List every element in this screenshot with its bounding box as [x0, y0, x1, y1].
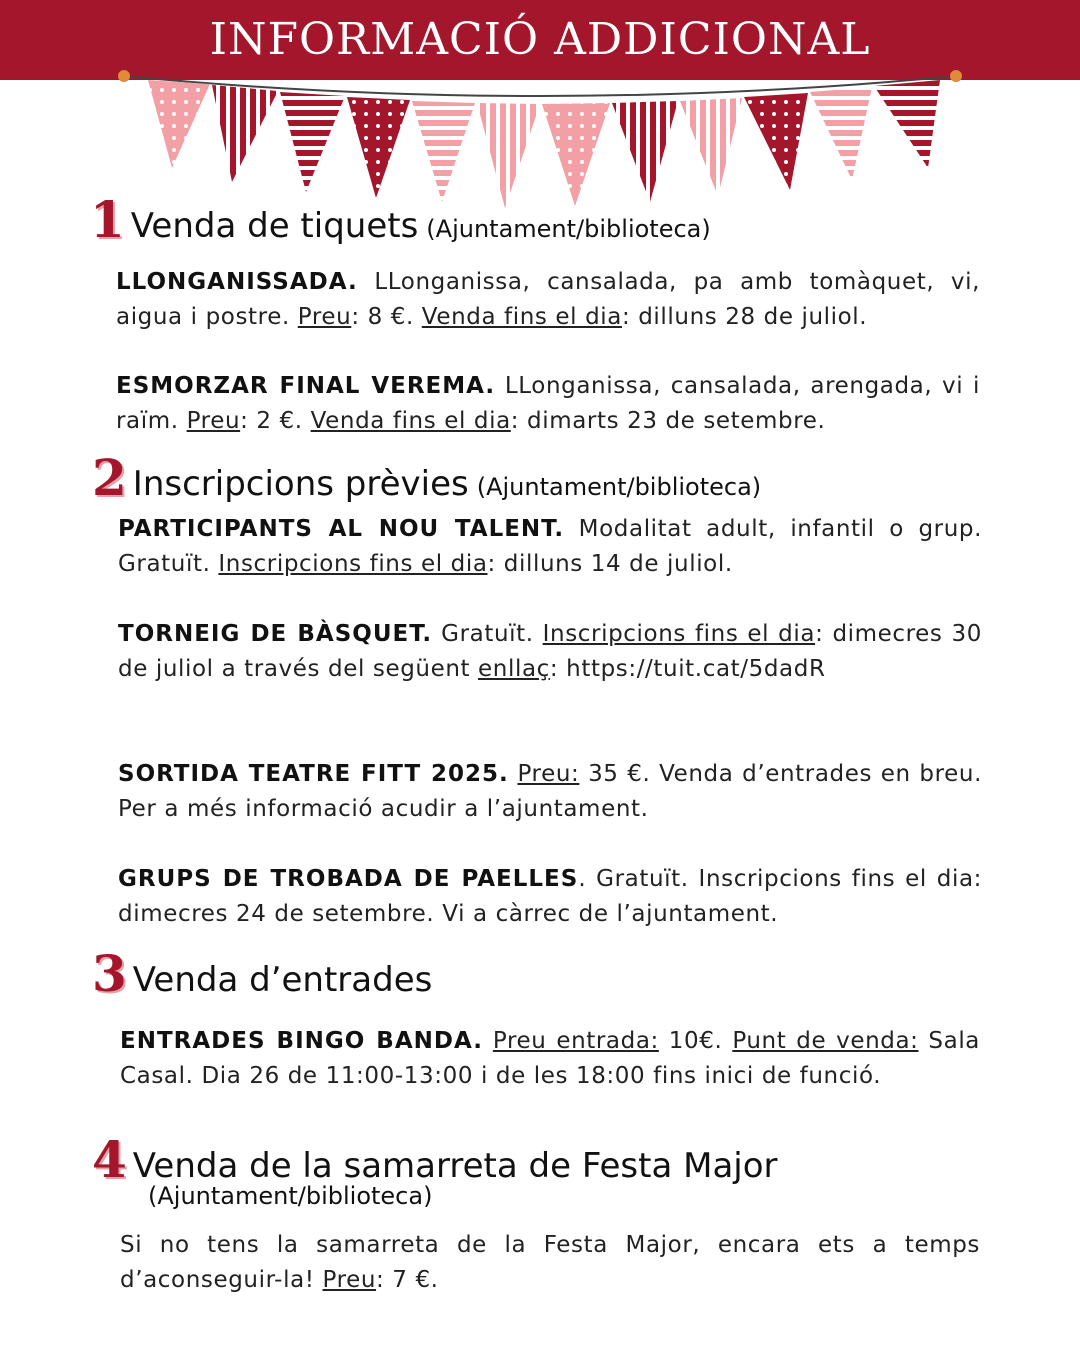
section-subtitle: (Ajuntament/biblioteca)	[476, 473, 762, 501]
section-4-heading	[92, 1130, 778, 1189]
section-number: 2	[92, 448, 127, 507]
bunting-decoration	[0, 60, 1080, 210]
section-1-heading	[90, 190, 711, 249]
section-title: Venda de la samarreta de Festa Major	[132, 1146, 778, 1186]
item-sortida-teatre	[118, 757, 982, 827]
deadline-label: Inscripcions fins el dia	[542, 621, 816, 647]
deadline-label: Venda fins el dia	[421, 304, 622, 330]
price-value: : 7 €.	[376, 1267, 439, 1293]
section-subtitle: (Ajuntament/biblioteca)	[426, 215, 711, 243]
section-title: Inscripcions prèvies	[132, 464, 469, 504]
item-name: SORTIDA TEATRE FITT 2025.	[118, 761, 509, 787]
item-nou-talent	[118, 512, 982, 582]
deadline-label: Inscripcions fins el dia	[218, 551, 488, 577]
item-llonganissada	[116, 265, 980, 335]
place-label: Punt de venda:	[732, 1028, 919, 1054]
deadline-value: : dimarts 23 de setembre.	[510, 408, 826, 434]
deadline-value: : dimecres 30 de juliol a través del següent	[118, 621, 982, 682]
item-trobada-paelles	[118, 862, 982, 932]
section-title: Venda de tiquets	[130, 206, 419, 246]
item-bingo-banda	[120, 1024, 980, 1094]
item-text: Modalitat adult, infantil o grup. Gratuït.	[118, 516, 982, 577]
price-value: : 2 €.	[240, 408, 311, 434]
deadline-label: Venda fins el dia	[310, 408, 511, 434]
price-label: Preu:	[517, 761, 580, 787]
item-text: Si no tens la samarreta de la Festa Major, encara ets a temps d’aconseguir-la!	[120, 1232, 980, 1293]
place-value: Sala Casal. Dia 26 de 11:00-13:00 i de les 18:00 fins inici de funció.	[120, 1028, 981, 1089]
section-subtitle: (Ajuntament/biblioteca)	[148, 1182, 433, 1210]
price-value: 10€.	[658, 1028, 733, 1054]
link-label[interactable]: enllaç	[478, 656, 550, 682]
item-name: LLONGANISSADA.	[116, 269, 358, 295]
item-text: . Gratuït. Inscripcions fins el dia: dimecres 24 de setembre. Vi a càrrec de l’ajuntament.	[118, 866, 983, 927]
item-text: LLonganissa, cansalada, pa amb tomàquet, vi, aigua i postre.	[116, 269, 980, 330]
item-text: Gratuït.	[432, 621, 543, 647]
section-2-heading	[92, 448, 761, 507]
item-name: GRUPS DE TROBADA DE PAELLES	[118, 866, 579, 892]
section-title: Venda d’entrades	[132, 960, 433, 1000]
price-label: Preu	[297, 304, 352, 330]
item-torneig-basquet	[118, 617, 982, 687]
item-name: PARTICIPANTS AL NOU TALENT.	[118, 516, 565, 542]
section-number: 1	[90, 190, 125, 249]
item-text: LLonganissa, cansalada, arengada, vi i raïm.	[116, 373, 981, 434]
price-label: Preu	[322, 1267, 377, 1293]
deadline-value: : dilluns 14 de juliol.	[487, 551, 733, 577]
price-value: : 8 €.	[351, 304, 422, 330]
section-number: 4	[92, 1130, 127, 1189]
item-name: ENTRADES BINGO BANDA.	[120, 1028, 483, 1054]
price-value: 35 €. Venda d’entrades en breu. Per a més informació acudir a l’ajuntament.	[118, 761, 982, 822]
price-label: Preu	[186, 408, 241, 434]
deadline-value: : dilluns 28 de juliol.	[621, 304, 868, 330]
item-name: ESMORZAR FINAL VEREMA.	[116, 373, 496, 399]
item-samarreta	[120, 1228, 980, 1298]
item-esmorzar	[116, 369, 980, 439]
section-number: 3	[92, 944, 127, 1003]
page-title: INFORMACIÓ ADDICIONAL	[209, 14, 871, 65]
section-3-heading	[92, 944, 432, 1003]
link-url[interactable]: : https://tuit.cat/5dadR	[549, 656, 826, 682]
price-label: Preu entrada:	[492, 1028, 659, 1054]
item-name: TORNEIG DE BÀSQUET.	[118, 621, 433, 647]
